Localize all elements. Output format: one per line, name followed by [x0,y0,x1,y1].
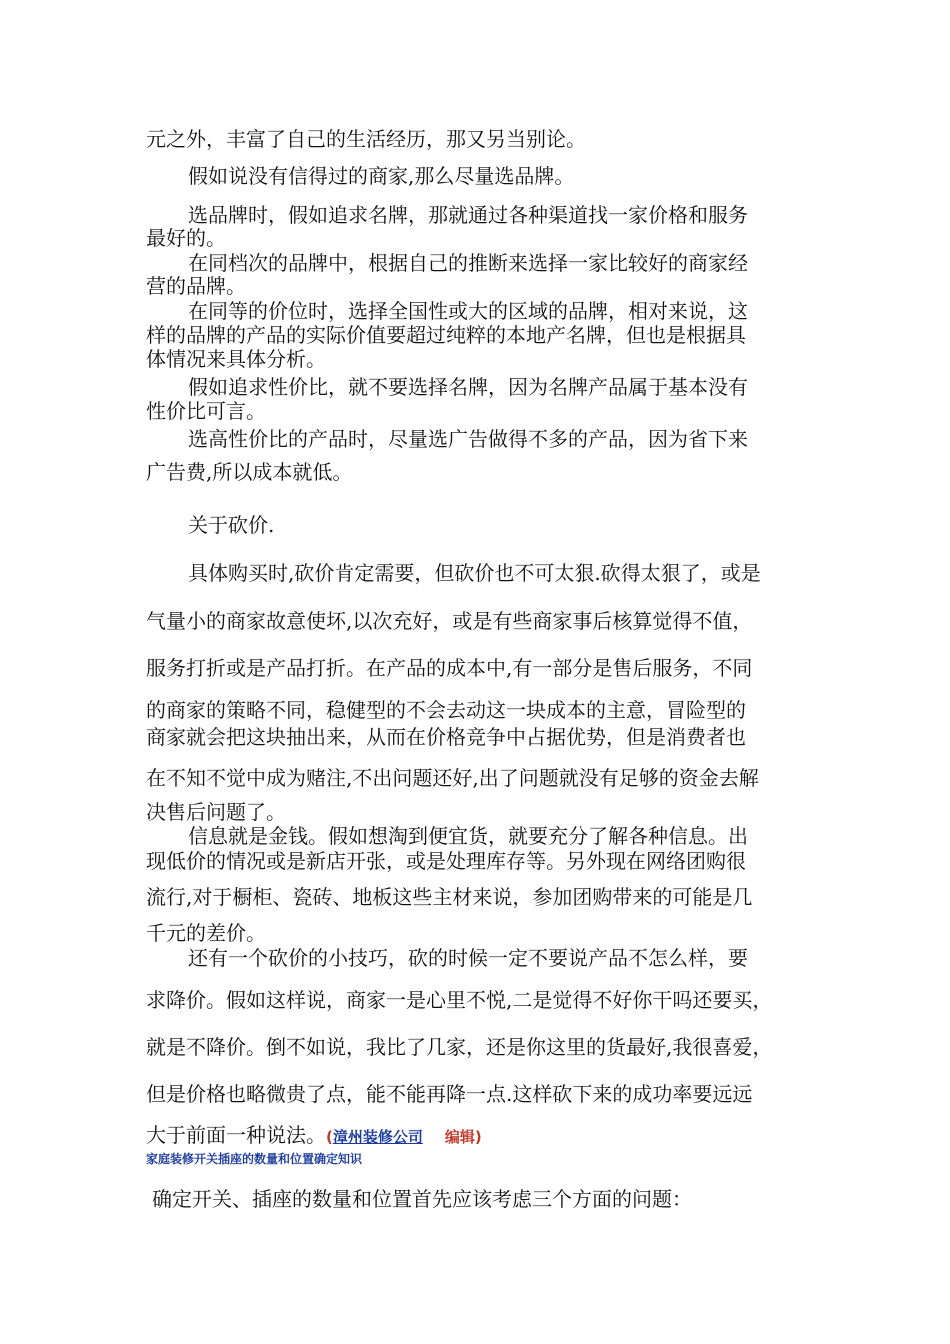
paragraph-line: 确定开关、插座的数量和位置首先应该考虑三个方面的问题： [152,1187,692,1211]
paragraph-line: 决售后问题了。 [146,800,286,824]
paragraph-line: 在不知不觉中成为赌注,不出问题还好,出了问题就没有足够的资金去解 [146,766,759,790]
section-heading: 关于砍价. [188,513,275,537]
paragraph-line: 广告费,所以成本就低。 [146,460,353,484]
paragraph-line: 假如追求性价比，就不要选择名牌，因为名牌产品属于基本没有 [188,375,748,399]
paragraph-line: 求降价。假如这样说，商家一是心里不悦,二是觉得不好你干吗还要买， [146,988,773,1012]
paragraph-line: 在同档次的品牌中，根据自己的推断来选择一家比较好的商家经 [188,251,748,275]
paragraph-line: 选高性价比的产品时，尽量选广告做得不多的产品，因为省下来 [188,427,748,451]
paragraph-line: 现低价的情况或是新店开张，或是处理库存等。另外现在网络团购很 [146,849,746,873]
paragraph-line: 营的品牌。 [146,274,246,298]
paragraph-line: 流行,对于橱柜、瓷砖、地板这些主材来说，参加团购带来的可能是几 [146,885,753,909]
paragraph-line: 具体购买时,砍价肯定需要，但砍价也不可太狠.砍得太狠了，或是 [188,561,761,585]
paragraph-line: 最好的。 [146,226,226,250]
paragraph-line: 性价比可言。 [146,399,266,423]
paragraph-line: 选品牌时，假如追求名牌，那就通过各种渠道找一家价格和服务 [188,203,748,227]
paragraph-line: 千元的差价。 [146,921,266,945]
article-subheading[interactable]: 家庭装修开关插座的数量和位置确定知识 [146,1152,363,1166]
paragraph-line: 就是不降价。倒不如说，我比了几家，还是你这里的货最好,我很喜爱， [146,1035,773,1059]
paragraph-line: 信息就是金钱。假如想淘到便宜货，就要充分了解各种信息。出 [188,824,748,848]
paragraph-line: 假如说没有信得过的商家,那么尽量选品牌。 [188,164,575,188]
paragraph-line: 体情况来具体分析。 [146,347,326,371]
paragraph-line: 的商家的策略不同，稳健型的不会去动这一块成本的主意，冒险型的 [146,698,746,722]
paragraph-last-line [146,1122,482,1150]
paragraph-line: 元之外，丰富了自己的生活经历，那又另当别论。 [146,127,586,151]
company-link[interactable]: 漳州装修公司 [332,1128,423,1146]
paragraph-line-text: 大于前面一种说法。 [146,1123,326,1147]
paragraph-line: 但是价格也略微贵了点，能不能再降一点.这样砍下来的成功率要远远 [146,1082,753,1106]
paragraph-line: 气量小的商家故意使坏,以次充好，或是有些商家事后核算觉得不值， [146,609,753,633]
paragraph-line: 商家就会把这块抽出来，从而在价格竞争中占据优势，但是消费者也 [146,725,746,749]
editor-credit: 编辑) [444,1128,482,1146]
paragraph-line: 在同等的价位时，选择全国性或大的区域的品牌，相对来说，这 [188,299,748,323]
paragraph-line: 样的品牌的产品的实际价值要超过纯粹的本地产名牌，但也是根据具 [146,323,746,347]
credit-open: ( [326,1128,333,1146]
paragraph-line: 服务打折或是产品打折。在产品的成本中,有一部分是售后服务，不同 [146,656,753,680]
paragraph-line: 还有一个砍价的小技巧，砍的时候一定不要说产品不怎么样，要 [188,946,748,970]
